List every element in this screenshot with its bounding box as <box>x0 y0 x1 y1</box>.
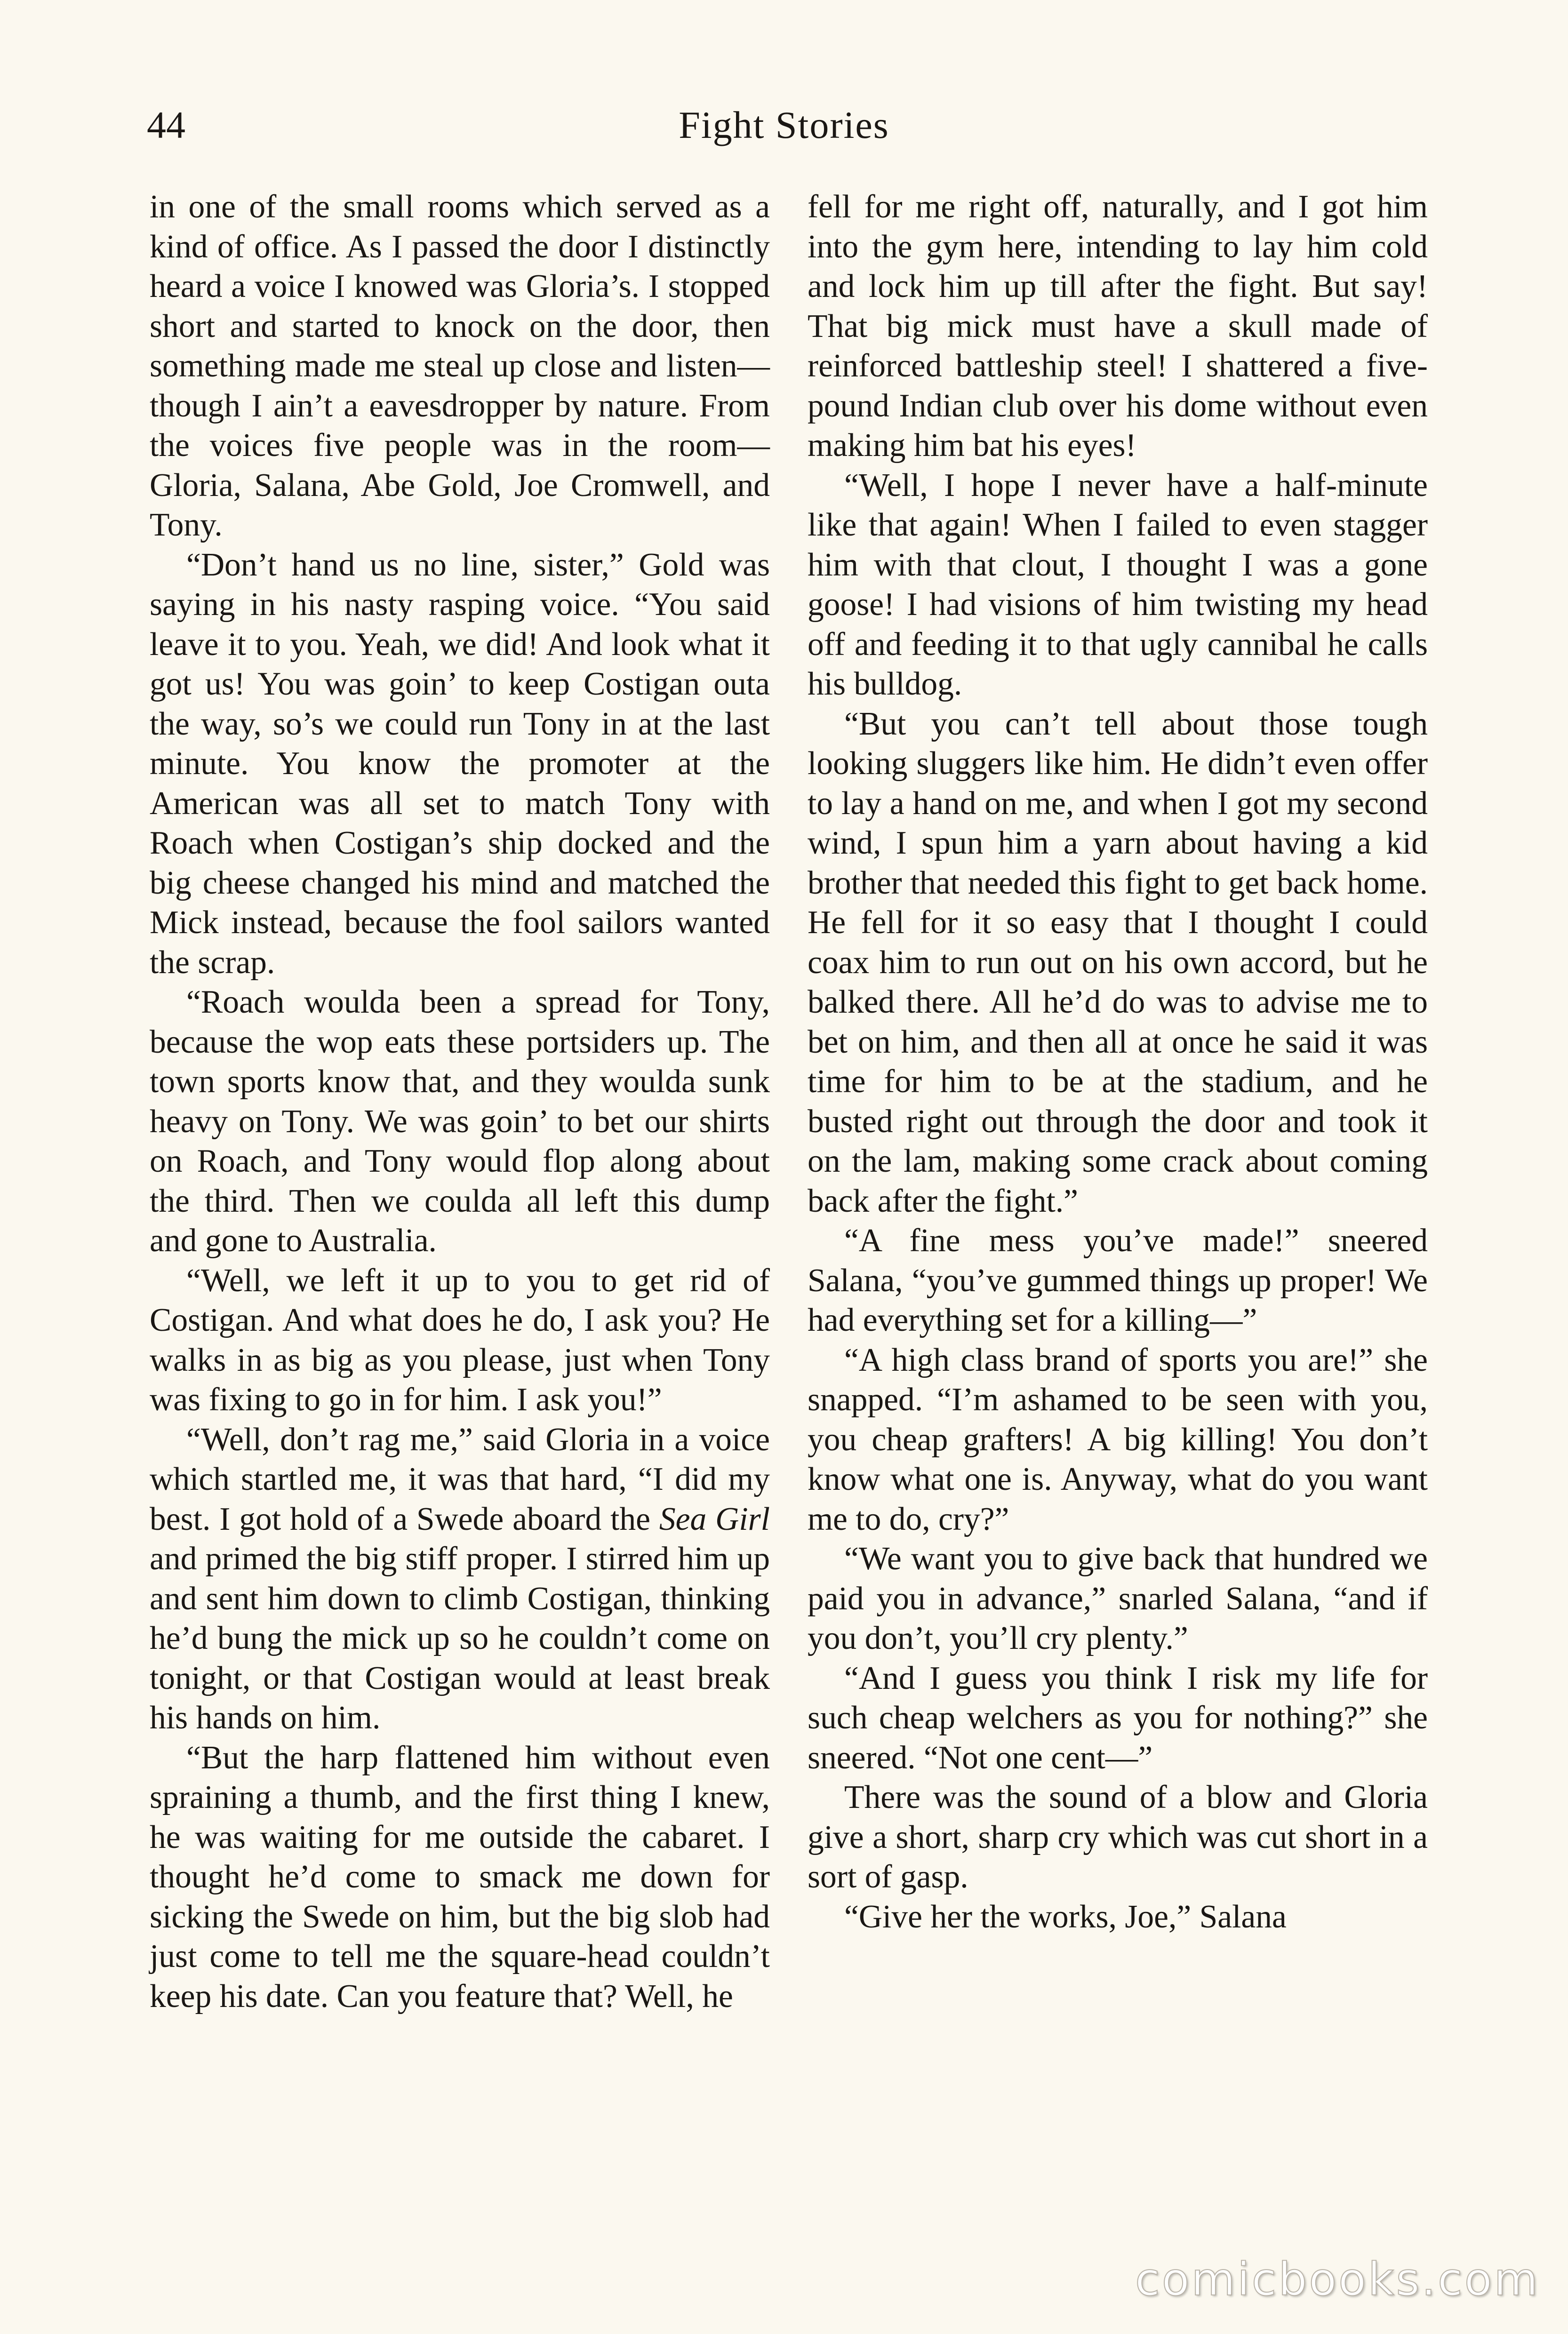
paragraph: in one of the small rooms which served as a kind of office. As I passed the door I distinctly heard a voice I knowed was Gloria’s. I stopped short and started to knock on the door, then something made me steal up close and listen—though I ain’t a eavesdropper by nature. From the voices five people was in the room—Gloria, Salana, Abe Gold, Joe Cromwell, and Tony. <box>150 189 770 543</box>
text-run: and primed the big stiff proper. I stirred him up and sent him down to climb Costigan, thinking he’d bung the mick up so he couldn’t come on tonight, or that Costigan would at least break his hands on him. <box>150 1541 770 1736</box>
paragraph: “A high class brand of sports you are!” she snapped. “I’m ashamed to be seen with you, you cheap grafters! A big killing! You don’t know what one is. Anyway, what do you want me to do, cry?” <box>808 1342 1428 1537</box>
running-title: Fight Stories <box>679 104 889 146</box>
paragraph: “But the harp flattened him without even spraining a thumb, and the first thing I knew, he was waiting for me outside the cabaret. I thought he’d come to smack me down for sicking the Swede on him, but the big slob had just come to tell me the square-head couldn’t keep his date. Can you feature that? Well, he <box>150 1739 770 2014</box>
paragraph <box>150 1420 770 1738</box>
paragraph: fell for me right off, naturally, and I got him into the gym here, intending to lay him cold and lock him up till after the fight. But say! That big mick must have a skull made of reinforced battleship steel! I shattered a five-pound Indian club over his dome without even making him bat his eyes! <box>808 189 1428 464</box>
paragraph: “Well, I hope I never have a half-minute like that again! When I failed to even stagger him with that clout, I thought I was a gone goose! I had visions of him twisting my head off and feeding it to that ugly cannibal he calls his bulldog. <box>808 467 1428 702</box>
text-run: “Well, don’t rag me,” said Gloria in a voice which startled me, it was that hard, “I did my best. I got hold of a Swede aboard the <box>150 1421 770 1537</box>
paragraph: “Don’t hand us no line, sister,” Gold was saying in his nasty rasping voice. “You said leave it to you. Yeah, we did! And look what it got us! You was goin’ to keep Costigan outa the way, so’s we could run Tony in at the last minute. You know the promoter at the American was all set to match Tony with Roach when Costigan’s ship docked and the big cheese changed his mind and matched the Mick instead, because the fool sailors wanted the scrap. <box>150 546 770 981</box>
paragraph: “But you can’t tell about those tough looking sluggers like him. He didn’t even offer to lay a hand on me, and when I got my second wind, I spun him a yarn about having a kid brother that needed this fight to get back home. He fell for it so easy that I thought I could coax him to run out on his own accord, but he balked there. All he’d do was to advise me to bet on him, and then all at once he said it was time for him to be at the stadium, and he busted right out through the door and took it on the lam, making some crack about coming back after the fight.” <box>808 705 1428 1219</box>
paragraph: “Well, we left it up to you to get rid of Costigan. And what does he do, I ask you? He walks in as big as you please, just when Tony was fixing to go in for him. I ask you!” <box>150 1262 770 1418</box>
right-column <box>808 187 1428 1937</box>
watermark: comicbooks.com <box>1135 2253 1540 2306</box>
ship-name: Sea Girl <box>659 1501 770 1537</box>
paragraph: “A fine mess you’ve made!” sneered Salana, “you’ve gummed things up proper! We had everything set for a killing—” <box>808 1223 1428 1338</box>
paragraph: “And I guess you think I risk my life for such cheap welchers as you for nothing?” she sneered. “Not one cent—” <box>808 1660 1428 1776</box>
left-column <box>150 187 770 2016</box>
paragraph: “Roach woulda been a spread for Tony, because the wop eats these portsiders up. The town sports know that, and they woulda sunk heavy on Tony. We was goin’ to bet our shirts on Roach, and Tony would flop along about the third. Then we coulda all left this dump and gone to Australia. <box>150 984 770 1259</box>
page-header <box>0 89 1568 165</box>
page-number: 44 <box>147 104 185 146</box>
paragraph: There was the sound of a blow and Gloria give a short, sharp cry which was cut short in a sort of gasp. <box>808 1779 1428 1895</box>
paragraph: “Give her the works, Joe,” Salana <box>844 1898 1287 1935</box>
paragraph: “We want you to give back that hundred we paid you in advance,” snarled Salana, “and if you don’t, you’ll cry plenty.” <box>808 1541 1428 1656</box>
